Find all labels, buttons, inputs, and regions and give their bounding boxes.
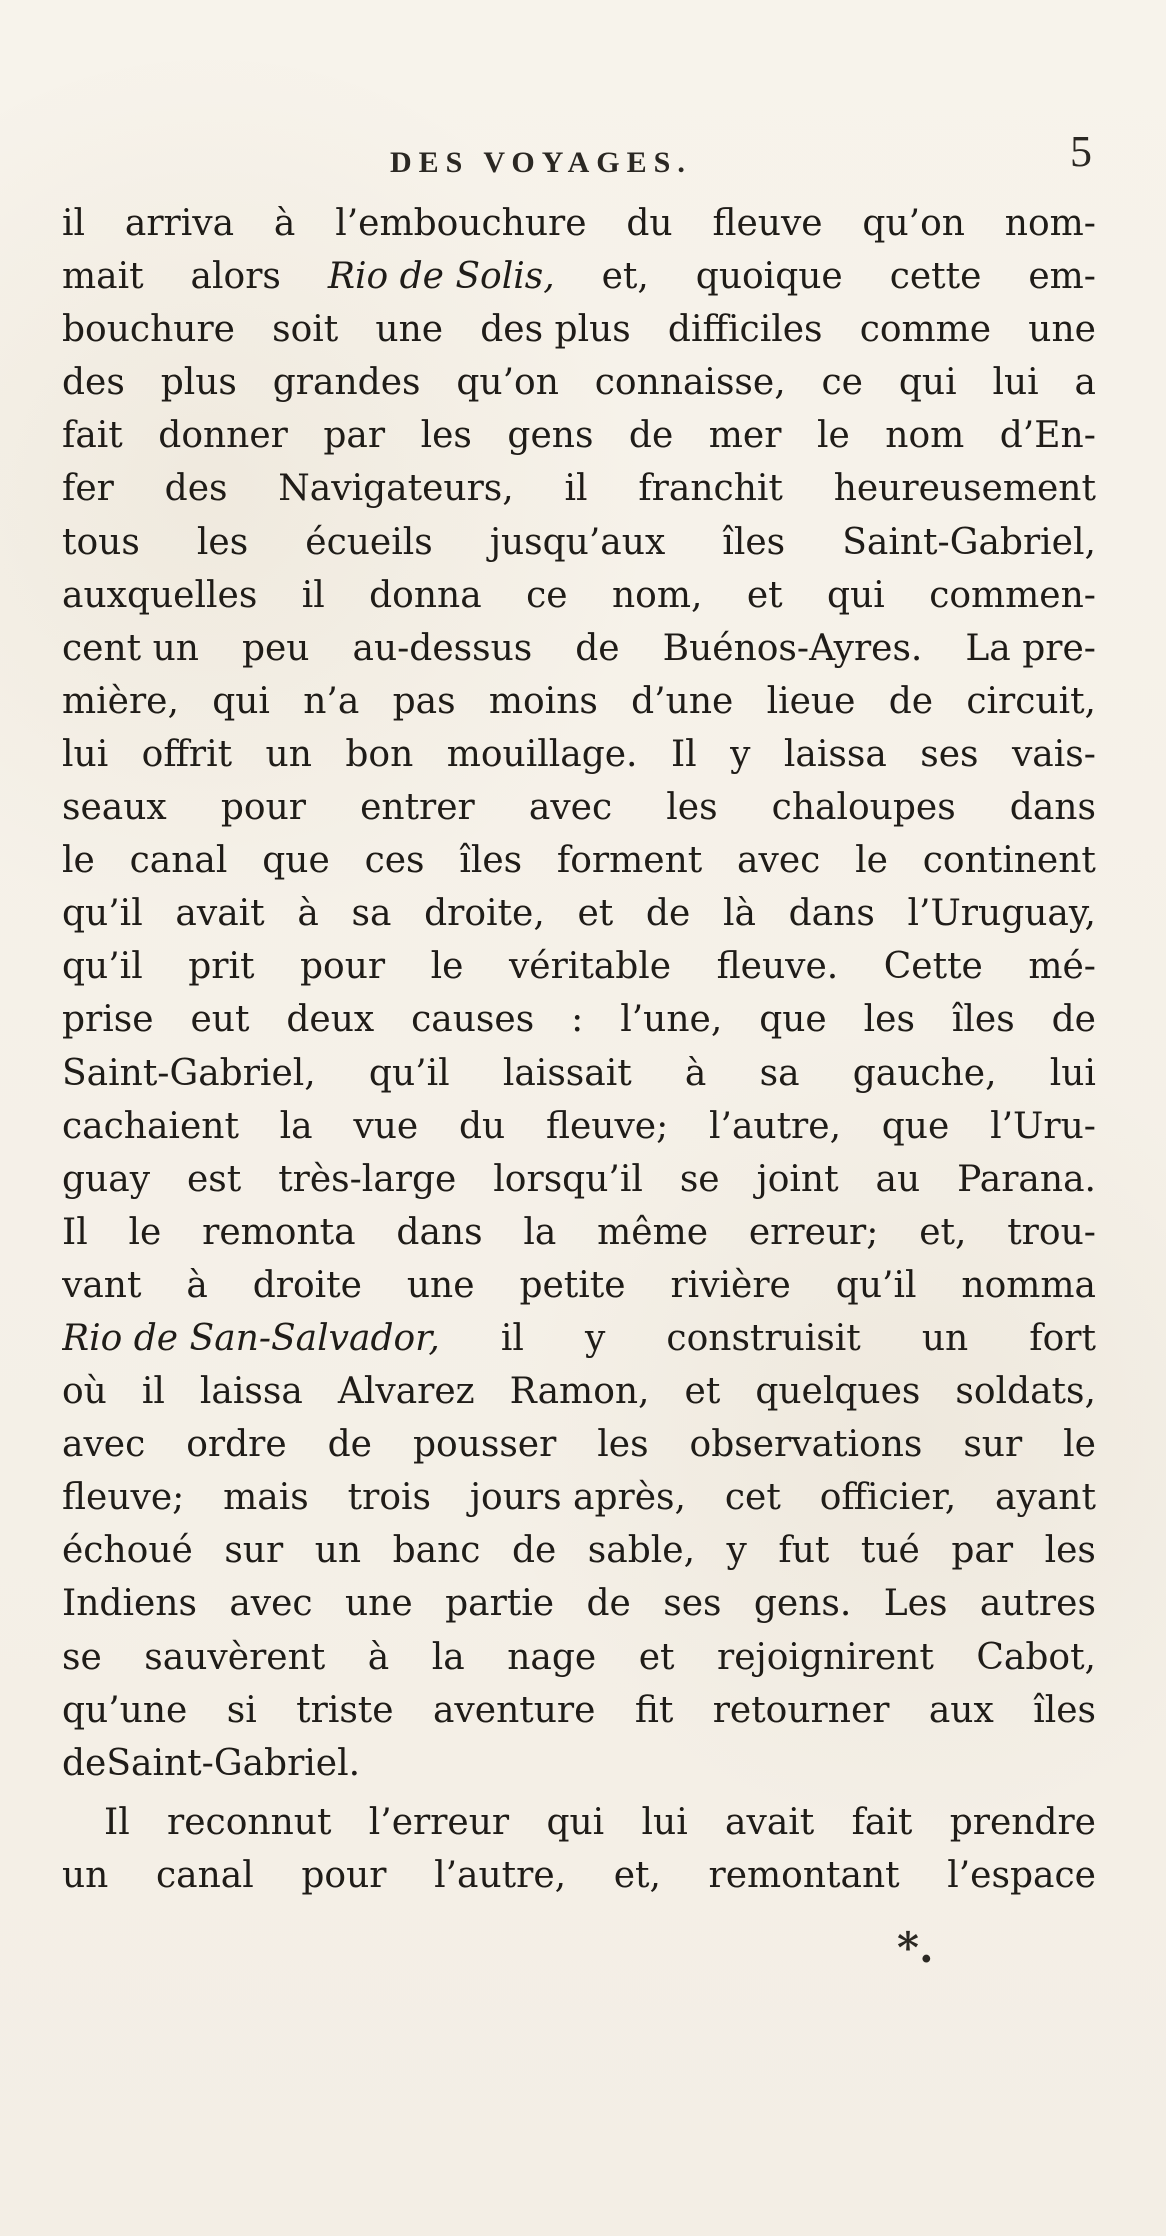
text-word: par <box>951 1530 1014 1572</box>
text-word: ce <box>821 362 863 404</box>
text-word: d’une <box>631 680 734 722</box>
text-line <box>62 940 1096 993</box>
text-word: les <box>420 415 472 457</box>
text-word: qui <box>898 362 957 404</box>
text-word: fer <box>62 468 114 510</box>
text-word: sur <box>963 1424 1023 1466</box>
text-word: îles <box>1033 1689 1096 1731</box>
text-line <box>62 462 1096 515</box>
text-word: nage <box>507 1636 597 1678</box>
text-word: l’autre, <box>434 1854 567 1896</box>
text-word: Saint-Gabriel, <box>842 521 1096 563</box>
text-word: la <box>279 1105 313 1147</box>
text-word: lui <box>1049 1052 1096 1094</box>
text-word: Navigateurs, <box>278 468 514 510</box>
text-word: Saint-Gabriel, <box>62 1052 316 1094</box>
text-line <box>62 250 1096 303</box>
text-word: de <box>628 415 674 457</box>
text-word: se <box>679 1158 720 1200</box>
text-word: : <box>571 999 584 1041</box>
text-word: remonta <box>202 1211 356 1253</box>
text-word: nom, <box>611 574 703 616</box>
text-word: tué <box>860 1530 920 1572</box>
text-word: il <box>141 1371 165 1413</box>
text-word: canal <box>155 1854 254 1896</box>
text-word: qu’on <box>456 362 559 404</box>
text-word: y <box>585 1317 606 1359</box>
text-word: em- <box>1028 256 1096 298</box>
text-word: un <box>314 1530 362 1572</box>
text-word: les <box>1044 1530 1096 1572</box>
text-word: avec <box>62 1424 146 1466</box>
text-word: mer <box>708 415 782 457</box>
text-word: dans <box>788 893 875 935</box>
text-word: quelques <box>755 1371 921 1413</box>
text-word: une <box>1028 309 1096 351</box>
text-word: fit <box>634 1689 674 1731</box>
text-word: écueils <box>305 521 433 563</box>
text-line <box>62 1631 1096 1684</box>
text-word: Saint-Gabriel. <box>106 1742 361 1784</box>
text-word: Rio de San-Salvador, <box>62 1317 440 1359</box>
text-word: fait <box>851 1801 913 1843</box>
text-word: le <box>1063 1424 1096 1466</box>
text-word: jours après, <box>469 1477 686 1519</box>
text-word: triste <box>296 1689 394 1731</box>
text-word: véritable <box>508 946 672 988</box>
text-word: jusqu’aux <box>489 521 666 563</box>
text-word: les <box>597 1424 649 1466</box>
text-word: de <box>327 1424 372 1466</box>
text-line <box>62 409 1096 462</box>
text-word: avec <box>737 840 821 882</box>
text-line <box>62 1796 1096 1849</box>
text-word: il <box>500 1317 524 1359</box>
text-word: des <box>62 362 125 404</box>
text-word: Il <box>62 1211 88 1253</box>
text-word: y <box>726 1530 747 1572</box>
text-word: lorsqu’il <box>493 1158 643 1200</box>
text-word: grandes <box>272 362 421 404</box>
text-word: du <box>458 1105 506 1147</box>
text-word: continent <box>922 840 1096 882</box>
text-word: rivière <box>670 1264 791 1306</box>
text-word: dans <box>1009 787 1096 829</box>
text-word: plus <box>160 362 237 404</box>
text-line <box>62 1153 1096 1206</box>
text-word: ayant <box>995 1477 1096 1519</box>
text-word: cachaient <box>62 1105 239 1147</box>
text-word: il <box>62 203 86 244</box>
text-word: cette <box>889 256 982 298</box>
text-word: difficiles <box>667 309 823 351</box>
text-word: lui <box>641 1801 688 1843</box>
text-word: gauche, <box>852 1052 997 1094</box>
text-word: moins <box>488 680 598 722</box>
text-word: l’Uru- <box>990 1105 1096 1147</box>
text-word: Les <box>883 1583 948 1625</box>
text-word: à <box>273 203 296 244</box>
text-word: laissa <box>783 733 887 775</box>
text-word: reconnut <box>167 1801 332 1843</box>
text-word: l’erreur <box>368 1801 510 1843</box>
text-word: vue <box>353 1105 419 1147</box>
text-word: qu’il <box>62 893 143 935</box>
text-word: ses <box>663 1583 722 1625</box>
text-word: nom <box>885 415 965 457</box>
text-word: n’a <box>303 680 360 722</box>
text-word: de <box>511 1530 557 1572</box>
text-word: avait <box>175 893 265 935</box>
text-word: pas <box>392 680 456 722</box>
text-word: et <box>684 1371 721 1413</box>
text-word: d’En- <box>999 415 1096 457</box>
text-word: canal <box>129 840 228 882</box>
text-word: officier, <box>819 1477 957 1519</box>
text-word: trou- <box>1007 1211 1096 1253</box>
text-word: bon <box>345 733 414 775</box>
text-word: laissa <box>199 1371 303 1413</box>
text-word: rejoignirent <box>717 1636 934 1678</box>
text-word: il <box>301 574 325 616</box>
text-word: sauvèrent <box>144 1636 326 1678</box>
text-word: gens <box>507 415 594 457</box>
text-word: offrit <box>141 733 233 775</box>
text-word: cent un <box>62 627 199 669</box>
text-word: forment <box>556 840 703 882</box>
text-word: partie <box>445 1583 555 1625</box>
text-word: vant <box>62 1264 142 1306</box>
text-word: droite <box>252 1264 362 1306</box>
text-word: avec <box>528 787 613 829</box>
text-word: par <box>323 415 386 457</box>
text-word: une <box>345 1583 413 1625</box>
text-word: entrer <box>360 787 475 829</box>
text-word: de <box>1051 999 1096 1041</box>
text-word: au-dessus <box>352 627 533 669</box>
text-word: de <box>645 893 691 935</box>
text-word: Il <box>670 733 697 775</box>
text-line <box>62 887 1096 940</box>
text-word: Ramon, <box>509 1371 650 1413</box>
text-line <box>62 834 1096 887</box>
text-word: donner <box>158 415 288 457</box>
text-word: de <box>888 680 934 722</box>
text-word: les <box>666 787 718 829</box>
text-line <box>62 1471 1096 1524</box>
text-word: causes <box>411 999 535 1041</box>
text-word: lieue <box>766 680 856 722</box>
text-word: construisit <box>666 1317 861 1359</box>
text-word: trois <box>347 1477 431 1519</box>
text-word: seaux <box>62 787 167 829</box>
text-line <box>62 516 1096 569</box>
text-word: la <box>523 1211 557 1253</box>
text-line <box>62 356 1096 409</box>
text-line <box>62 1524 1096 1577</box>
text-line <box>62 781 1096 834</box>
text-word: pousser <box>412 1424 557 1466</box>
text-word: fut <box>778 1530 830 1572</box>
text-word: eut <box>190 999 250 1041</box>
text-word: à <box>297 893 319 935</box>
text-word: il <box>564 468 588 510</box>
text-word: fait <box>62 415 123 457</box>
text-word: remontant <box>708 1854 900 1896</box>
text-word: qu’une <box>62 1689 188 1731</box>
text-word: circuit, <box>966 680 1096 722</box>
text-word: de <box>575 627 620 669</box>
text-word: retourner <box>712 1689 890 1731</box>
text-word: Il <box>104 1801 130 1843</box>
text-word: mait <box>62 256 144 298</box>
text-word: ce <box>526 574 568 616</box>
text-word: et, <box>919 1211 967 1253</box>
text-word: qu’il <box>62 946 143 988</box>
text-word: sa <box>759 1052 800 1094</box>
text-word: fort <box>1029 1317 1096 1359</box>
text-word: dans <box>396 1211 483 1253</box>
text-word: et, <box>601 256 649 298</box>
text-word: une <box>406 1264 475 1306</box>
page-number: 5 <box>1070 127 1092 176</box>
text-word: se <box>62 1636 102 1678</box>
text-word: sable, <box>587 1530 696 1572</box>
text-word: du <box>626 203 673 244</box>
text-line <box>62 1100 1096 1153</box>
text-word: un <box>265 733 312 775</box>
text-word: le <box>62 840 95 882</box>
text-word: si <box>226 1689 257 1731</box>
text-line <box>62 1365 1096 1418</box>
text-word: les <box>196 521 249 563</box>
text-word: connaisse, <box>594 362 786 404</box>
text-word: pour <box>220 787 306 829</box>
text-line <box>62 197 1096 250</box>
text-word: Cabot, <box>976 1636 1096 1678</box>
text-word: de <box>586 1583 631 1625</box>
text-word: heureusement <box>833 468 1096 510</box>
text-line <box>62 1849 1096 1902</box>
main-text <box>62 197 1096 1902</box>
text-word: les <box>863 999 915 1041</box>
text-line <box>62 993 1096 1046</box>
text-line <box>62 1577 1096 1630</box>
text-word: fleuve. <box>716 946 839 988</box>
text-word: alors <box>190 256 281 298</box>
text-word: l’autre, <box>708 1105 842 1147</box>
text-line <box>62 1047 1096 1100</box>
text-word: fleuve <box>712 203 823 244</box>
text-line <box>62 675 1096 728</box>
text-word: Indiens <box>62 1583 197 1625</box>
text-word: auxquelles <box>62 574 258 616</box>
text-word: à <box>367 1636 390 1678</box>
text-word: Parana. <box>957 1158 1096 1200</box>
text-word: guay <box>62 1158 151 1200</box>
text-word: lui <box>62 733 109 775</box>
text-word: franchit <box>638 468 783 510</box>
text-word: deux <box>286 999 375 1041</box>
text-word: un <box>921 1317 969 1359</box>
text-word: banc <box>392 1530 481 1572</box>
text-word: même <box>597 1211 709 1253</box>
text-word: autres <box>979 1583 1096 1625</box>
text-word: le <box>128 1211 162 1253</box>
text-word: mais <box>223 1477 309 1519</box>
text-word: ordre <box>186 1424 287 1466</box>
text-word: fleuve; <box>545 1105 669 1147</box>
text-word: droite, <box>424 893 545 935</box>
text-word: l’espace <box>947 1854 1096 1896</box>
text-line <box>62 622 1096 675</box>
text-word: qui <box>827 574 885 616</box>
text-word: erreur; <box>748 1211 879 1253</box>
text-word: Alvarez <box>337 1371 475 1413</box>
text-word: La pre- <box>965 627 1096 669</box>
text-word: cet <box>724 1477 781 1519</box>
text-word: bouchure <box>62 309 235 351</box>
text-line <box>62 1206 1096 1259</box>
text-word: soldats, <box>955 1371 1096 1413</box>
text-word: qu’il <box>835 1264 917 1306</box>
running-title: DES VOYAGES. <box>390 146 692 179</box>
text-word: sa <box>351 893 392 935</box>
text-word: soit <box>272 309 339 351</box>
text-line <box>62 1737 1096 1790</box>
text-word: et <box>746 574 783 616</box>
signature-mark: *. <box>897 1923 934 1972</box>
text-word: comme <box>859 309 992 351</box>
text-word: et <box>638 1636 675 1678</box>
text-line <box>62 1259 1096 1312</box>
text-word: qui <box>212 680 270 722</box>
text-word: une <box>375 309 444 351</box>
text-word: pour <box>299 946 386 988</box>
text-word: vais- <box>1011 733 1096 775</box>
text-word: où <box>62 1371 107 1413</box>
text-word: nom- <box>1004 203 1096 244</box>
text-word: qui <box>546 1801 605 1843</box>
text-word: y <box>730 733 751 775</box>
text-word: des <box>164 468 228 510</box>
text-word: lui <box>992 362 1039 404</box>
text-word: gens. <box>753 1583 852 1625</box>
text-word: Buénos-Ayres. <box>662 627 923 669</box>
text-word: tous <box>62 521 140 563</box>
text-word: à <box>684 1052 707 1094</box>
text-word: prit <box>188 946 255 988</box>
text-line <box>62 569 1096 622</box>
text-word: avec <box>229 1583 313 1625</box>
text-word: quoique <box>695 256 843 298</box>
text-word: qu’on <box>862 203 965 244</box>
text-word: sur <box>224 1530 284 1572</box>
text-word: donna <box>369 574 482 616</box>
text-word: aux <box>928 1689 994 1731</box>
text-word: là <box>722 893 756 935</box>
text-line <box>62 303 1096 356</box>
text-word: que <box>262 840 330 882</box>
text-word: Cette <box>883 946 983 988</box>
text-word: échoué <box>62 1530 193 1572</box>
text-word: et <box>577 893 614 935</box>
text-word: la <box>431 1636 465 1678</box>
text-word: observations <box>689 1424 923 1466</box>
text-word: chaloupes <box>771 787 956 829</box>
text-word: nomma <box>961 1264 1096 1306</box>
text-word: commen- <box>929 574 1096 616</box>
text-word: au <box>875 1158 921 1200</box>
text-line <box>62 728 1096 781</box>
text-word: mière, <box>62 680 179 722</box>
text-word: avait <box>725 1801 815 1843</box>
text-word: l’embouchure <box>335 203 587 244</box>
page-header <box>62 127 1096 190</box>
text-word: ses <box>920 733 979 775</box>
text-word: et, <box>613 1854 661 1896</box>
text-word: joint <box>756 1158 839 1200</box>
text-word: de <box>62 1742 107 1784</box>
text-word: aventure <box>432 1689 596 1731</box>
text-word: le <box>430 946 464 988</box>
text-word: arriva <box>124 203 235 244</box>
text-word: pour <box>301 1854 387 1896</box>
text-line <box>62 1418 1096 1471</box>
text-word: l’une, <box>620 999 723 1041</box>
text-word: est <box>186 1158 242 1200</box>
text-word: laissait <box>502 1052 632 1094</box>
text-word: à <box>186 1264 208 1306</box>
text-line <box>62 1312 1096 1365</box>
text-word: mouillage. <box>446 733 638 775</box>
text-word: petite <box>519 1264 626 1306</box>
text-word: mé- <box>1028 946 1096 988</box>
text-word: îles <box>459 840 523 882</box>
text-word: peu <box>241 627 310 669</box>
text-word: le <box>816 415 850 457</box>
text-word: que <box>759 999 827 1041</box>
text-word: Rio de Solis, <box>327 256 555 298</box>
text-word: l’Uruguay, <box>907 893 1096 935</box>
text-word: que <box>881 1105 950 1147</box>
text-word: qu’il <box>368 1052 450 1094</box>
text-word: prise <box>62 999 154 1041</box>
text-word: des plus <box>480 309 631 351</box>
text-word: un <box>62 1854 109 1896</box>
text-word: a <box>1074 362 1096 404</box>
text-line <box>62 1684 1096 1737</box>
text-word: fleuve; <box>62 1477 185 1519</box>
text-word: îles <box>722 521 786 563</box>
text-word: le <box>855 840 888 882</box>
text-word: îles <box>951 999 1015 1041</box>
text-word: très-large <box>278 1158 457 1200</box>
text-word: prendre <box>949 1801 1096 1843</box>
text-word: ces <box>364 840 425 882</box>
